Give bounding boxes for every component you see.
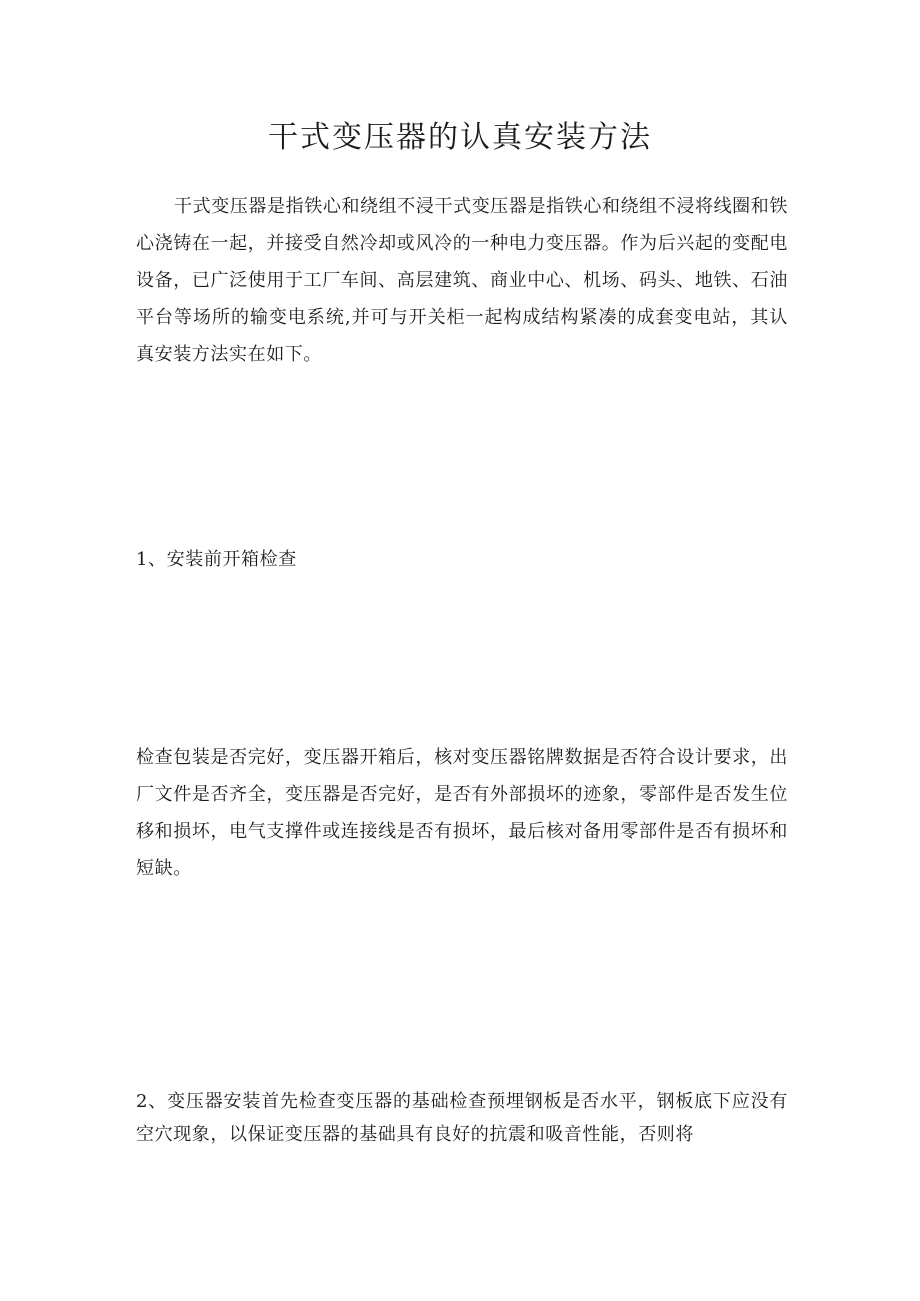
section-1-paragraph: 检查包装是否完好，变压器开箱后，核对变压器铭牌数据是否符合设计要求，出厂文件是否齐全，变压器是否完好，是否有外部损坏的迹象，零部件是否发生位移和损坏，电气支撑件或连接线是否有损坏，最后核对备用零部件是否有损坏和短缺。 bbox=[136, 747, 788, 879]
section-2-paragraph: 2、变压器安装首先检查变压器的基础检查预埋钢板是否水平，钢板底下应没有空穴现象，以保证变压器的基础具有良好的抗震和吸音性能，否则将 bbox=[136, 1091, 788, 1145]
intro-paragraph: 干式变压器是指铁心和绕组不浸干式变压器是指铁心和绕组不浸将线圈和铁心浇铸在一起，并接受自然冷却或风冷的一种电力变压器。作为后兴起的变配电设备，已广泛使用于工厂车间、高层建筑、商业中心、机场、码头、地铁、石油平台等场所的输变电系统,并可与开关柜一起构成结构紧凑的成套变电站，其认真安装方法实在如下。 bbox=[136, 196, 788, 365]
section-1-heading: 1、安装前开箱检查 bbox=[136, 549, 297, 570]
document-title: 干式变压器的认真安装方法 bbox=[268, 120, 652, 155]
